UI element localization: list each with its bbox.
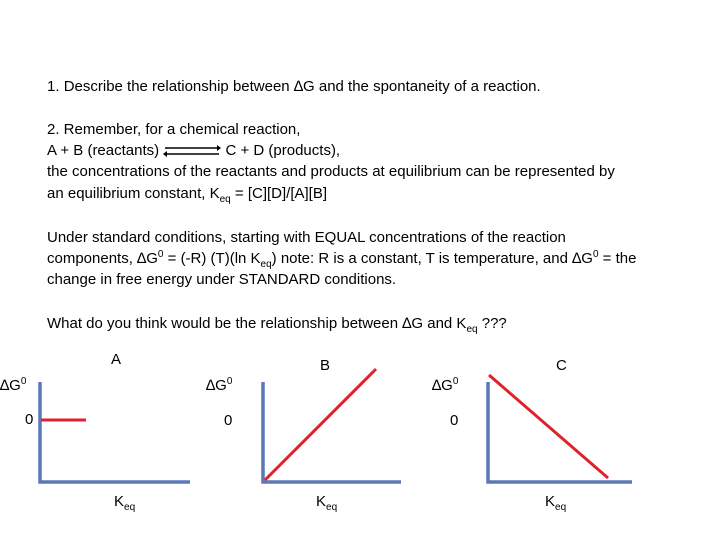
standard-text-d: = the — [598, 250, 637, 267]
graph-a-letter: A — [111, 351, 122, 368]
superscript-zero: 0 — [157, 249, 164, 260]
graph-b-zero-label: 0 — [224, 412, 233, 429]
products-text: C + D (products), — [225, 142, 341, 159]
graph-a — [40, 382, 190, 482]
keq-subscript: eq — [466, 324, 478, 335]
ylabel-superscript: 0 — [452, 376, 459, 387]
relationship-question-marks: ??? — [477, 315, 507, 332]
graph-c-zero-label: 0 — [450, 412, 459, 429]
ylabel-text: ∆G — [206, 377, 227, 394]
question-2-line-3: the concentrations of the reactants and products at equilibrium can be represented by — [47, 163, 615, 180]
graph-c — [488, 375, 632, 482]
ylabel-text: ∆G — [432, 377, 453, 394]
xlabel-text: K — [545, 493, 556, 510]
xlabel-text: K — [316, 493, 327, 510]
reactants-text: A + B (reactants) — [47, 142, 160, 159]
keq-intro: an equilibrium constant, K — [47, 185, 220, 202]
superscript-zero: 0 — [592, 249, 599, 260]
standard-text-b: = (-R) (T)(ln K — [163, 250, 261, 267]
graph-a-axes — [40, 382, 190, 482]
question-1-number: 1. — [47, 78, 60, 95]
graph-c-decreasing-line — [489, 375, 608, 478]
ylabel-superscript: 0 — [226, 376, 233, 387]
question-1-post: G and the spontaneity of a reaction. — [303, 78, 541, 95]
xlabel-subscript: eq — [326, 502, 338, 513]
standard-text-c: ) note: R is a constant, T is temperature, and ∆G — [271, 250, 593, 267]
keq-subscript: eq — [219, 194, 231, 205]
standard-text-a: components, ∆G — [47, 250, 158, 267]
standard-line-3: change in free energy under STANDARD conditions. — [47, 271, 397, 288]
ylabel-text: ∆G — [0, 377, 21, 394]
keq-formula: = [C][D]/[A][B] — [230, 185, 328, 202]
keq-subscript: eq — [260, 259, 272, 270]
relationship-question-text: What do you think would be the relationship between ∆G and K — [47, 315, 467, 332]
graph-b-increasing-line — [265, 369, 376, 480]
delta-symbol: ∆ — [293, 78, 304, 95]
xlabel-subscript: eq — [124, 502, 136, 513]
graph-b-letter: B — [320, 357, 331, 374]
graph-b — [263, 369, 401, 482]
xlabel-subscript: eq — [555, 502, 567, 513]
graph-a-zero-label: 0 — [25, 411, 34, 428]
standard-line-1: Under standard conditions, starting with EQUAL concentrations of the reaction — [47, 229, 566, 246]
ylabel-superscript: 0 — [20, 376, 27, 387]
xlabel-text: K — [114, 493, 125, 510]
graph-c-letter: C — [556, 357, 567, 374]
question-1-pre: Describe the relationship between — [63, 78, 294, 95]
graph-c-axes — [488, 382, 632, 482]
graph-b-axes — [263, 382, 401, 482]
question-2-line-1: 2. Remember, for a chemical reaction, — [47, 121, 301, 138]
